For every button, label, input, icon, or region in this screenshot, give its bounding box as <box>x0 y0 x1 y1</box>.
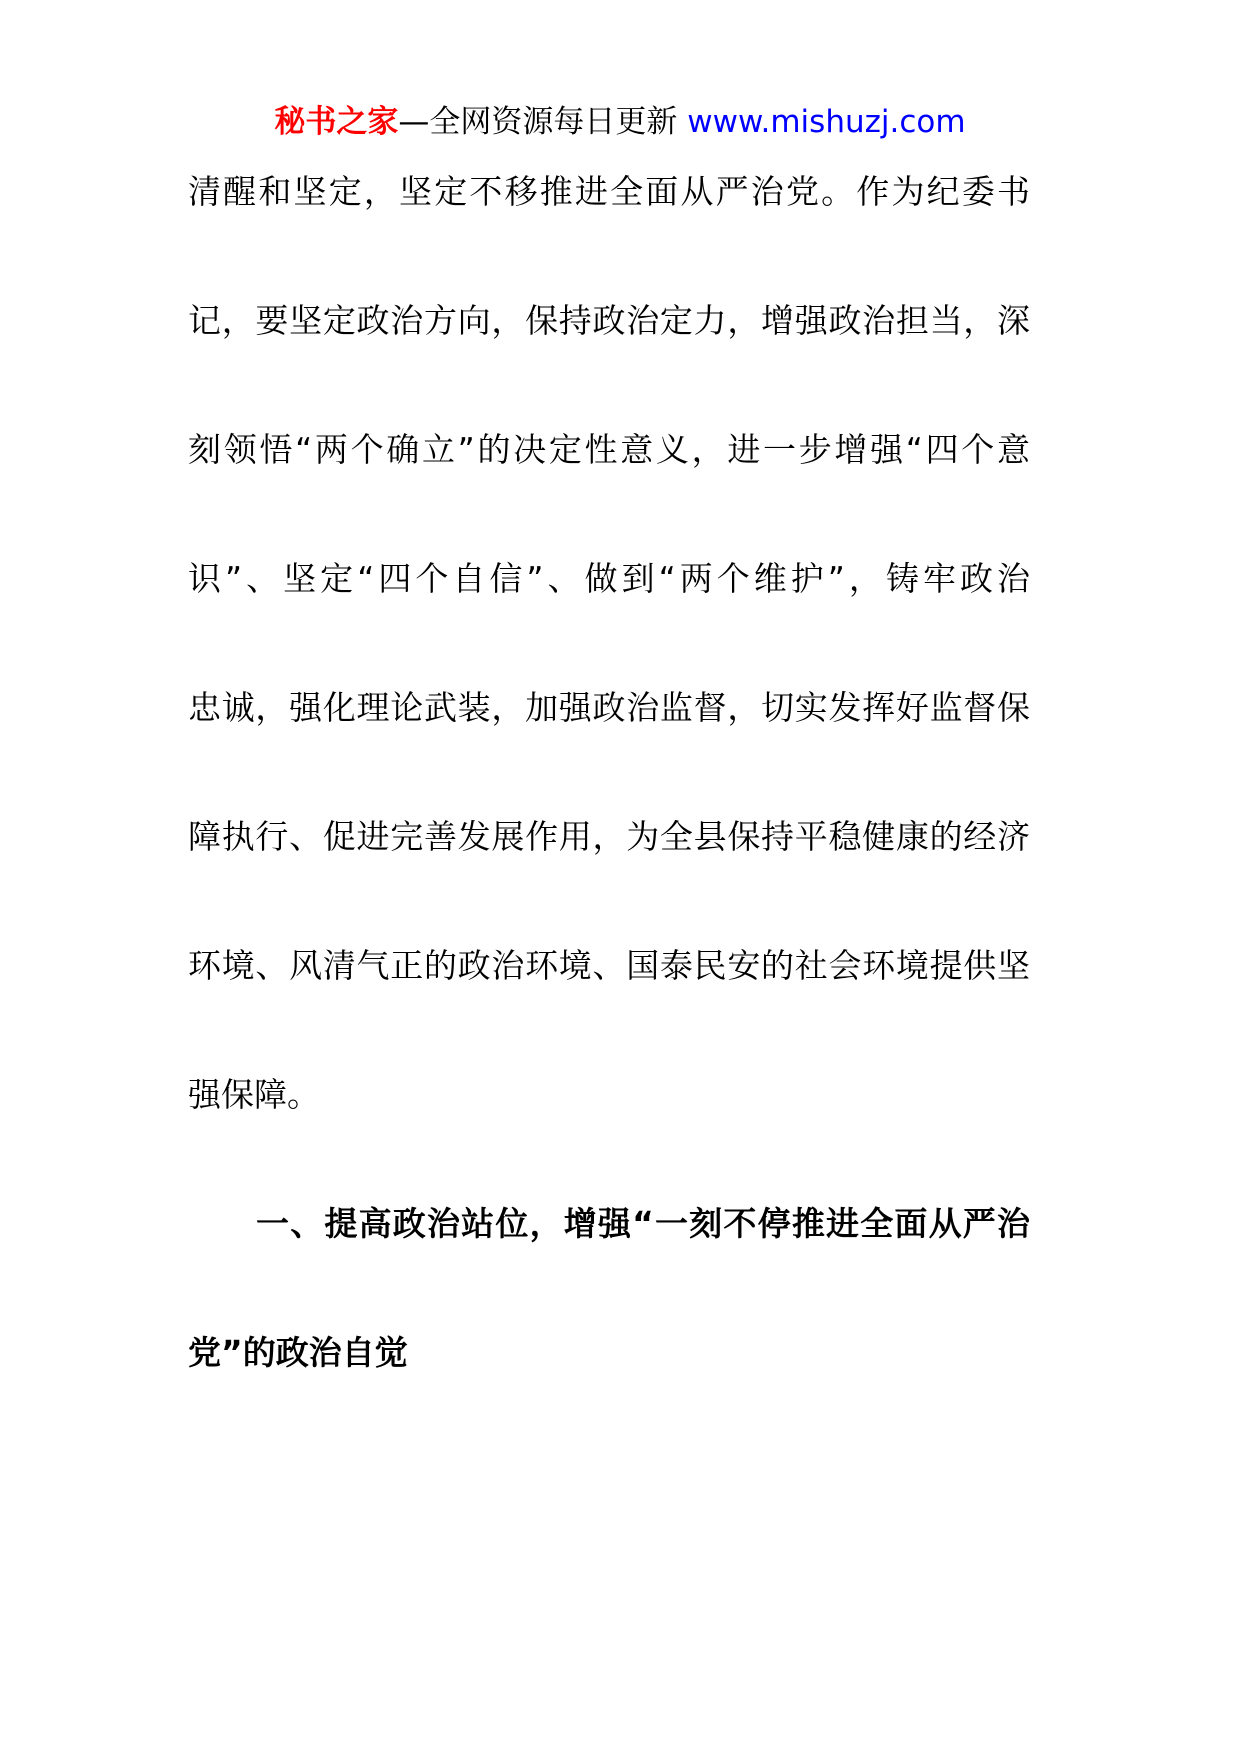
site-watermark-header <box>0 100 1240 144</box>
site-url-link[interactable]: www.mishuzj.com <box>687 104 966 140</box>
section-heading-line-2: 党”的政治自觉 <box>188 1333 408 1372</box>
body-line: 记，要坚定政治方向，保持政治定力，增强政治担当，深 <box>188 301 1030 340</box>
body-line: 忠诚，强化理论武装，加强政治监督，切实发挥好监督保 <box>188 688 1030 727</box>
body-line: 强保障。 <box>188 1075 320 1114</box>
body-line: 障执行、促进完善发展作用，为全县保持平稳健康的经济 <box>188 817 1030 856</box>
section-heading-line-1: 一、提高政治站位，增强“一刻不停推进全面从严治 <box>256 1204 1030 1243</box>
body-line: 环境、风清气正的政治环境、国泰民安的社会环境提供坚 <box>188 946 1030 985</box>
brand-tagline: —全网资源每日更新 <box>398 104 688 140</box>
body-line: 识”、坚定“四个自信”、做到“两个维护”，铸牢政治 <box>188 559 1030 598</box>
body-line: 刻领悟“两个确立”的决定性意义，进一步增强“四个意 <box>188 430 1030 469</box>
body-line: 清醒和坚定，坚定不移推进全面从严治党。作为纪委书 <box>188 172 1030 211</box>
brand-name: 秘书之家 <box>274 104 399 140</box>
